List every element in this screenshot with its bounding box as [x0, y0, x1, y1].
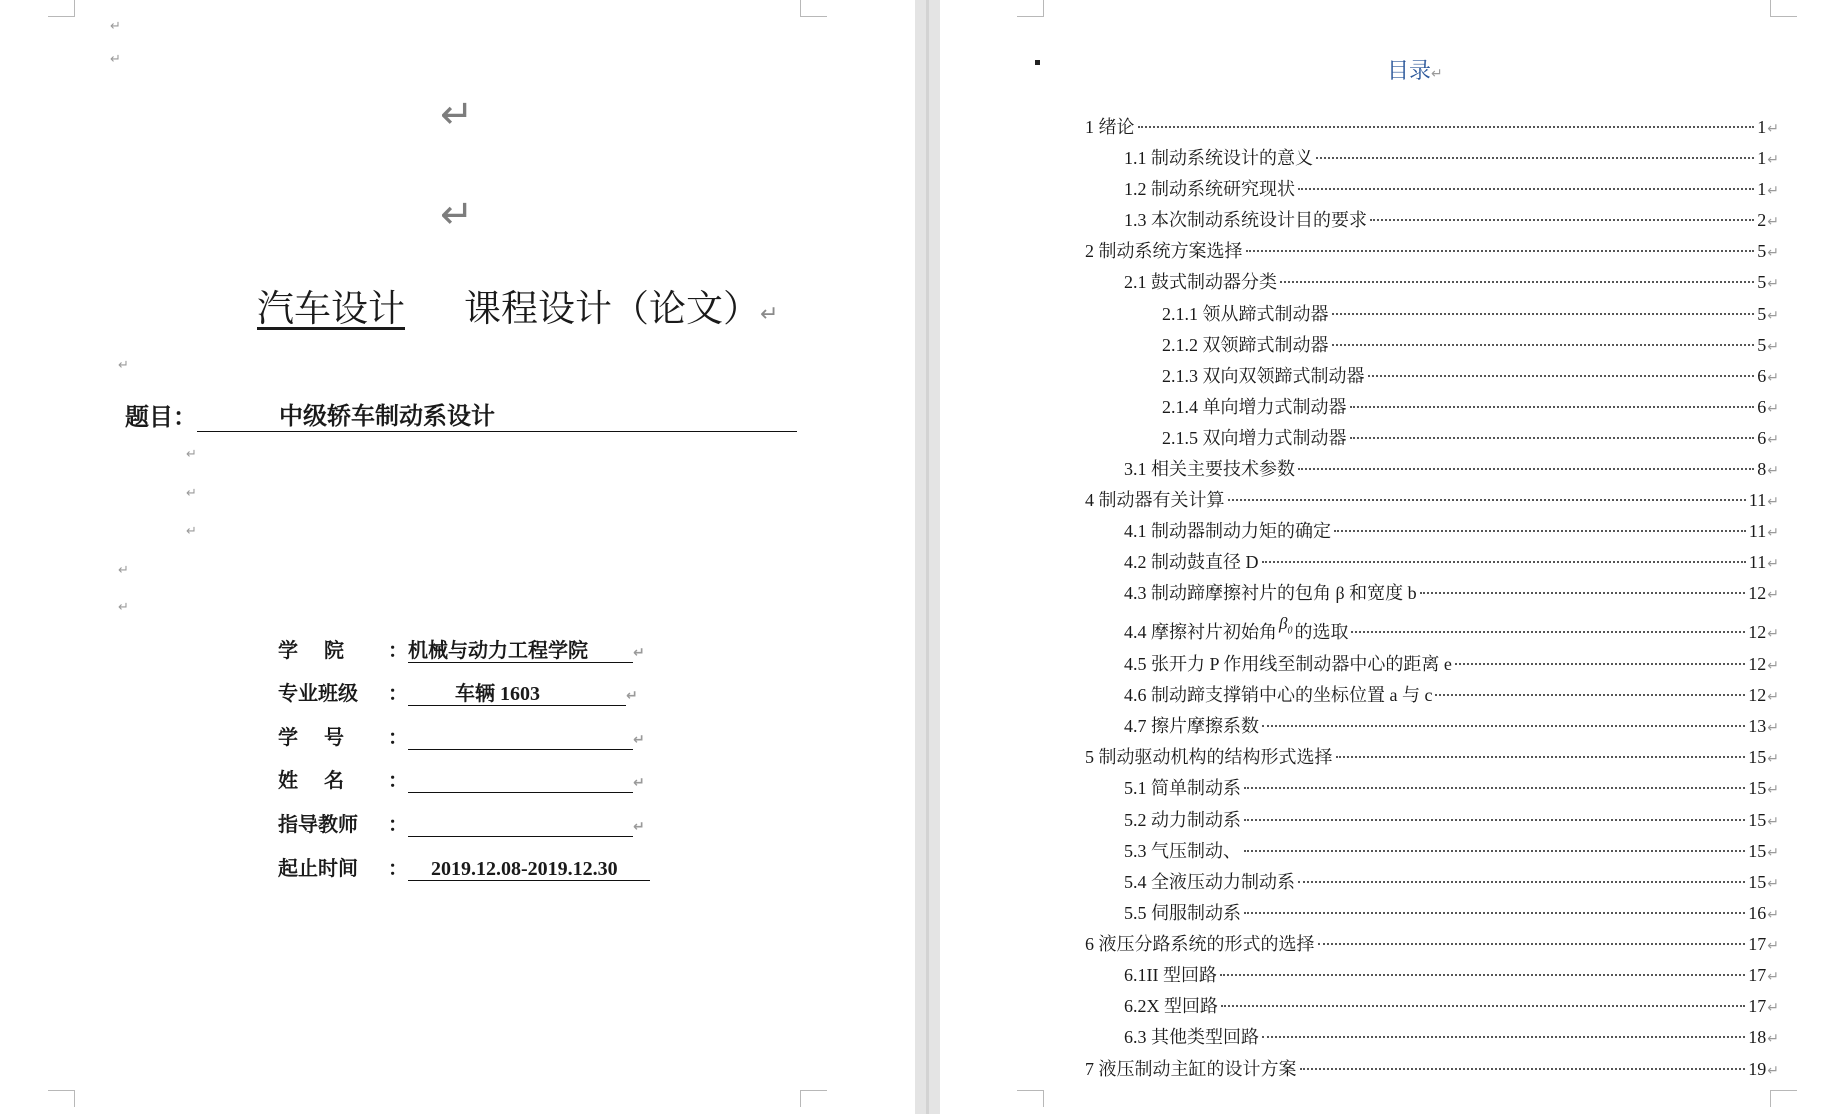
paragraph-mark-icon: ↵: [1767, 183, 1779, 199]
paragraph-mark-icon: ↵: [1767, 689, 1779, 705]
toc-entry[interactable]: [1085, 486, 1779, 512]
paragraph-mark-icon: ↵: [186, 447, 197, 462]
beta-zero-symbol: $\beta_0$: [1279, 614, 1293, 637]
toc-entry-text: 2.1.3 双向双领蹄式制动器: [1162, 366, 1365, 386]
toc-page-number: 15: [1748, 841, 1767, 861]
toc-entry[interactable]: [1085, 1055, 1779, 1081]
toc-entry-text: 1.1 制动系统设计的意义: [1124, 148, 1313, 168]
toc-entry-text: 1 绪论: [1085, 117, 1135, 137]
field-class: 专业班级 ： 车辆 1603 ↵: [278, 680, 638, 708]
toc-entry-text: 6 液压分路系统的形式的选择: [1085, 934, 1315, 954]
toc-entry-text-after: 的选取: [1294, 622, 1349, 642]
toc-entry[interactable]: [1124, 992, 1779, 1018]
crop-mark: [1770, 1090, 1797, 1107]
toc-entry-text: 4.1 制动器制动力矩的确定: [1124, 521, 1331, 541]
paragraph-mark-icon: ↵: [1767, 845, 1779, 861]
toc-page-number: 6: [1757, 366, 1767, 386]
toc-entry[interactable]: [1124, 206, 1779, 232]
toc-page-number: 15: [1748, 747, 1767, 767]
crop-mark: [1017, 1090, 1044, 1107]
field-label: 指导教师: [278, 814, 358, 836]
paragraph-mark-icon: ↵: [1767, 876, 1779, 892]
toc-entry-text: 1.3 本次制动系统设计目的要求: [1124, 210, 1367, 230]
toc-page-number: 1: [1757, 148, 1767, 168]
toc-entry-text: 2.1.4 单向增力式制动器: [1162, 397, 1347, 417]
paragraph-mark-icon: ↵: [1767, 751, 1779, 767]
paragraph-mark-icon: ↵: [440, 192, 474, 238]
toc-entry[interactable]: [1124, 868, 1779, 894]
paragraph-mark-icon: ↵: [1767, 121, 1779, 137]
toc-page-number: 8: [1757, 459, 1767, 479]
paragraph-mark-icon: ↵: [1767, 370, 1779, 386]
toc-entry-text: 2.1 鼓式制动器分类: [1124, 272, 1277, 292]
toc-entry-text: 4.5 张开力 P 作用线至制动器中心的距离 e: [1124, 654, 1452, 674]
toc-entry-text: 4.3 制动蹄摩擦衬片的包角 β 和宽度 b: [1124, 583, 1417, 603]
paragraph-mark-icon: ↵: [1767, 587, 1779, 603]
paragraph-mark-icon: ↵: [1767, 432, 1779, 448]
paragraph-mark-icon: ↵: [186, 486, 197, 501]
paragraph-mark-icon: ↵: [626, 688, 638, 704]
toc-page-number: 17: [1748, 965, 1767, 985]
toc-page-number: 18: [1748, 1027, 1767, 1047]
paragraph-mark-icon: ↵: [1767, 494, 1779, 510]
paragraph-mark-icon: ↵: [1767, 658, 1779, 674]
toc-page-number: 11: [1748, 521, 1767, 541]
toc-entry-text: 6.3 其他类型回路: [1124, 1027, 1259, 1047]
paragraph-mark-icon: ↵: [1767, 938, 1779, 954]
toc-page-number: 5: [1757, 241, 1767, 261]
toc-entry-text: 5.3 气压制动、: [1124, 841, 1241, 861]
field-value: 车辆 1603: [408, 680, 626, 706]
paragraph-mark-icon: ↵: [1767, 1063, 1779, 1079]
field-label: 专业班级: [278, 683, 358, 705]
subject-value: 中级轿车制动系设计: [197, 396, 797, 432]
toc-entry-text: 2.1.5 双向增力式制动器: [1162, 428, 1347, 448]
toc-entry-text: 4.4 摩擦衬片初始角: [1124, 622, 1277, 642]
toc-page-number: 12: [1748, 654, 1767, 674]
toc-page-number: 12: [1748, 622, 1767, 642]
toc-page-number: 12: [1748, 583, 1767, 603]
toc-entry[interactable]: [1124, 614, 1779, 644]
paragraph-mark-icon: ↵: [118, 600, 129, 615]
paragraph-mark-icon: ↵: [1767, 214, 1779, 230]
toc-page-number: 1: [1757, 179, 1767, 199]
paragraph-mark-icon: ↵: [760, 302, 779, 327]
toc-entry-text: 2.1.1 领从蹄式制动器: [1162, 304, 1329, 324]
toc-entry[interactable]: [1124, 712, 1779, 738]
toc-entry[interactable]: [1085, 113, 1779, 139]
toc-entry[interactable]: [1124, 455, 1779, 481]
toc-page-number: 15: [1748, 872, 1767, 892]
paragraph-mark-icon: ↵: [118, 358, 129, 373]
toc-entry-text: 4.7 擦片摩擦系数: [1124, 716, 1259, 736]
paragraph-mark-icon: ↵: [440, 92, 474, 138]
paragraph-mark-icon: ↵: [1767, 339, 1779, 355]
paragraph-mark-icon: ↵: [633, 775, 645, 791]
paragraph-mark-icon: ↵: [1767, 525, 1779, 541]
toc-page-number: 11: [1748, 490, 1767, 510]
toc-entry[interactable]: [1124, 548, 1779, 574]
toc-entry-text: 5.4 全液压动力制动系: [1124, 872, 1295, 892]
field-name: 姓名 ： ↵: [278, 767, 645, 795]
toc-entry-text: 2.1.2 双领蹄式制动器: [1162, 335, 1329, 355]
toc-entry[interactable]: [1124, 175, 1779, 201]
toc-entry[interactable]: [1162, 424, 1779, 450]
subject-label: 题目：: [125, 405, 197, 431]
course-name: 汽车设计: [257, 289, 405, 330]
toc-page-number: 12: [1748, 685, 1767, 705]
field-college: 学院 ：机械与动力工程学院 ↵: [278, 637, 645, 665]
field-student-id: 学号 ： ↵: [278, 724, 645, 752]
toc-page-number: 11: [1748, 552, 1767, 572]
toc-entry[interactable]: [1124, 517, 1779, 543]
paragraph-mark-icon: ↵: [1767, 782, 1779, 798]
toc-entry[interactable]: [1124, 579, 1779, 605]
toc-entry[interactable]: [1124, 681, 1779, 707]
paragraph-mark-icon: ↵: [1767, 626, 1779, 642]
toc-entry[interactable]: [1124, 268, 1779, 294]
paragraph-mark-icon: ↵: [1767, 463, 1779, 479]
paragraph-mark-icon: ↵: [1767, 276, 1779, 292]
toc-entry-text: 5.5 伺服制动系: [1124, 903, 1241, 923]
toc-entry[interactable]: [1162, 331, 1779, 357]
toc-heading: [1387, 54, 1443, 85]
paragraph-mark-icon: ↵: [1767, 1031, 1779, 1047]
toc-entry-text: 3.1 相关主要技术参数: [1124, 459, 1295, 479]
paragraph-mark-icon: ↵: [1767, 245, 1779, 261]
field-value: 2019.12.08-2019.12.30: [408, 855, 650, 881]
toc-entry[interactable]: [1085, 237, 1779, 263]
toc-entry-text: 2 制动系统方案选择: [1085, 241, 1243, 261]
field-period: 起止时间 ： 2019.12.08-2019.12.30: [278, 855, 650, 883]
paragraph-mark-icon: ↵: [118, 563, 129, 578]
paragraph-mark-icon: ↵: [1767, 907, 1779, 923]
toc-entry[interactable]: [1162, 362, 1779, 388]
paragraph-mark-icon: ↵: [1767, 720, 1779, 736]
toc-entry-text: 5.1 简单制动系: [1124, 778, 1241, 798]
paragraph-mark-icon: ↵: [186, 524, 197, 539]
toc-page-number: 2: [1757, 210, 1767, 230]
toc-page-number: 6: [1757, 397, 1767, 417]
toc-page-number: 19: [1748, 1059, 1767, 1079]
paragraph-mark-icon: ↵: [1431, 66, 1443, 82]
field-advisor: 指导教师 ： ↵: [278, 811, 645, 839]
toc-page-number: 1: [1757, 117, 1767, 137]
course-suffix: 课程设计（论文）: [464, 289, 760, 330]
toc-entry-text: 4.2 制动鼓直径 D: [1124, 552, 1259, 572]
toc-entry-text: 6.2X 型回路: [1124, 996, 1218, 1016]
toc-entry[interactable]: [1124, 961, 1779, 987]
paragraph-mark-icon: ↵: [110, 52, 121, 67]
field-label: 学号: [278, 727, 370, 749]
toc-entry[interactable]: [1124, 899, 1779, 925]
paragraph-mark-icon: ↵: [1767, 308, 1779, 324]
paragraph-mark-icon: ↵: [1767, 969, 1779, 985]
field-value: 机械与动力工程学院: [408, 637, 633, 663]
toc-page-number: 17: [1748, 996, 1767, 1016]
paragraph-mark-icon: ↵: [1767, 401, 1779, 417]
toc-entry[interactable]: [1162, 300, 1779, 326]
toc-page-number: 5: [1757, 272, 1767, 292]
field-label: 学院: [278, 640, 370, 662]
toc-entry[interactable]: [1085, 930, 1779, 956]
crop-mark: [1770, 0, 1797, 17]
toc-entry-text: 1.2 制动系统研究现状: [1124, 179, 1295, 199]
toc-entry[interactable]: [1124, 650, 1779, 676]
toc-page-number: 17: [1748, 934, 1767, 954]
paragraph-mark-icon: ↵: [1767, 152, 1779, 168]
toc-entry[interactable]: [1124, 144, 1779, 170]
paragraph-mark-icon: ↵: [633, 645, 645, 661]
toc-entry-text: 4 制动器有关计算: [1085, 490, 1225, 510]
toc-entry[interactable]: [1124, 837, 1779, 863]
toc-page-number: 16: [1748, 903, 1767, 923]
toc-entry[interactable]: [1085, 743, 1779, 769]
toc-heading-text: 目录: [1387, 58, 1432, 83]
toc-entry[interactable]: [1162, 393, 1779, 419]
toc-page-number: 15: [1748, 778, 1767, 798]
toc-entry-text: 5 制动驱动机构的结构形式选择: [1085, 747, 1333, 767]
paragraph-mark-icon: ↵: [633, 732, 645, 748]
field-label: 姓名: [278, 770, 370, 792]
toc-entry[interactable]: [1124, 774, 1779, 800]
toc-entry-text: 4.6 制动蹄支撑销中心的坐标位置 a 与 c: [1124, 685, 1433, 705]
toc-entry-text: 6.1II 型回路: [1124, 965, 1217, 985]
toc-page-number: 15: [1748, 810, 1767, 830]
toc-entry-text: 7 液压制动主缸的设计方案: [1085, 1059, 1297, 1079]
toc-page-number: 13: [1748, 716, 1767, 736]
toc-page-number: 6: [1757, 428, 1767, 448]
toc-page-number: 5: [1757, 335, 1767, 355]
toc-entry-text: 5.2 动力制动系: [1124, 810, 1241, 830]
paragraph-mark-icon: ↵: [110, 19, 121, 34]
toc-page-number: 5: [1757, 304, 1767, 324]
crop-mark: [1017, 0, 1044, 17]
field-label: 起止时间: [278, 858, 358, 880]
paragraph-mark-icon: ↵: [633, 819, 645, 835]
toc-entry[interactable]: [1124, 1023, 1779, 1049]
paragraph-mark-icon: ↵: [1767, 1000, 1779, 1016]
paragraph-mark-icon: ↵: [1767, 556, 1779, 572]
toc-entry[interactable]: [1124, 806, 1779, 832]
bullet-dot: [1035, 60, 1040, 65]
paragraph-mark-icon: ↵: [1767, 814, 1779, 830]
